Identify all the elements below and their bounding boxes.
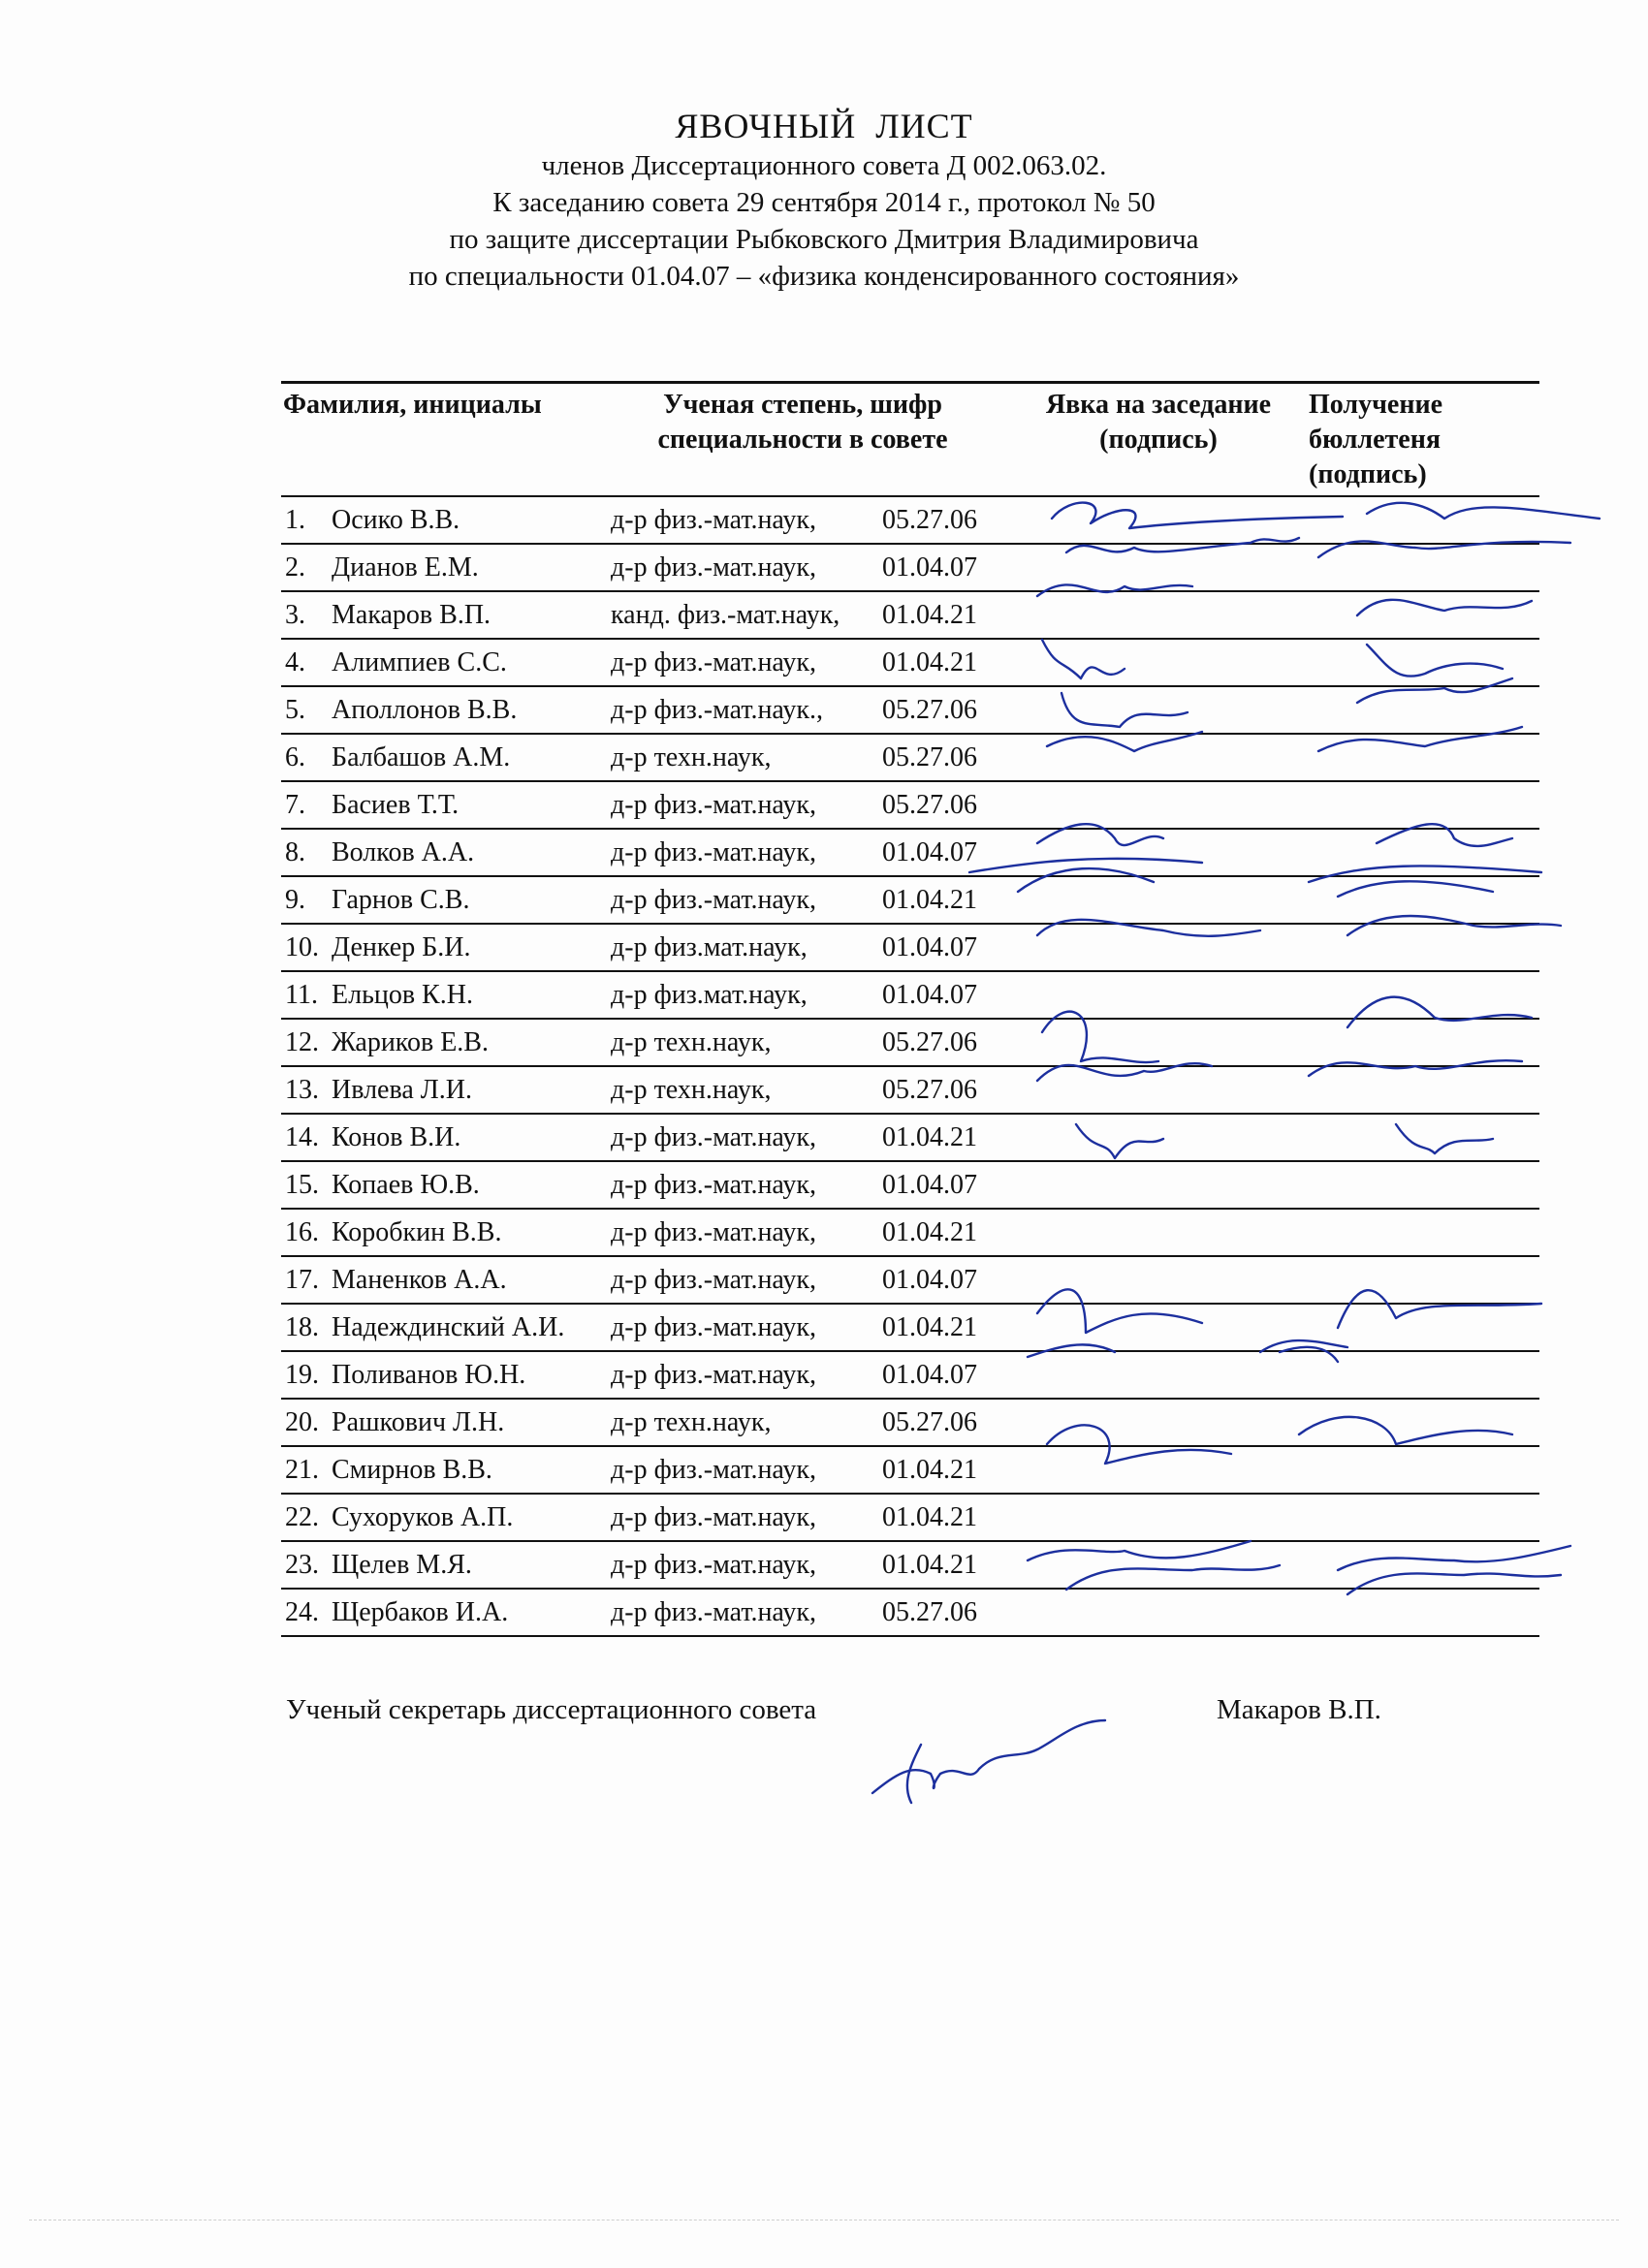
members-table: [281, 381, 1539, 1637]
member-degree: д-р физ.-мат.наук,: [611, 837, 817, 867]
member-degree: д-р физ.-мат.наук,: [611, 647, 817, 677]
table-body: [281, 495, 1539, 1637]
specialty-code: 01.04.07: [882, 552, 977, 583]
table-row: [281, 1495, 1539, 1542]
header-attendance: Явка на заседание (подпись): [1045, 390, 1272, 455]
member-degree: д-р физ.-мат.наук,: [611, 1597, 817, 1627]
row-number: 11.: [285, 980, 318, 1010]
member-degree: д-р физ.-мат.наук.,: [611, 695, 824, 725]
member-name: Гарнов С.В.: [332, 885, 470, 915]
scan-bottom-edge: [29, 2220, 1619, 2221]
member-name: Поливанов Ю.Н.: [332, 1360, 526, 1390]
specialty-code: 05.27.06: [882, 1597, 977, 1627]
row-number: 20.: [285, 1407, 319, 1437]
header-line-specialty: по специальности 01.04.07 – «физика конденсированного состояния»: [408, 261, 1240, 292]
row-number: 22.: [285, 1502, 319, 1532]
table-row: [281, 687, 1539, 735]
table-row: [281, 782, 1539, 830]
row-number: 12.: [285, 1027, 319, 1057]
member-name: Щелев М.Я.: [332, 1550, 472, 1580]
specialty-code: 05.27.06: [882, 505, 977, 535]
table-row: [281, 1115, 1539, 1162]
specialty-code: 01.04.21: [882, 647, 977, 677]
member-degree: д-р техн.наук,: [611, 1407, 772, 1437]
member-degree: д-р физ.-мат.наук,: [611, 1170, 817, 1200]
document-title: ЯВОЧНЫЙ ЛИСТ: [675, 107, 973, 145]
member-degree: д-р физ.-мат.наук,: [611, 885, 817, 915]
specialty-code: 05.27.06: [882, 742, 977, 772]
member-name: Смирнов В.В.: [332, 1455, 492, 1485]
row-number: 6.: [285, 742, 305, 772]
header-line-council: членов Диссертационного совета Д 002.063.02.: [541, 150, 1107, 181]
member-name: Щербаков И.А.: [332, 1597, 509, 1627]
member-degree: д-р физ.-мат.наук,: [611, 1360, 817, 1390]
row-number: 14.: [285, 1122, 319, 1152]
specialty-code: 01.04.07: [882, 1265, 977, 1295]
specialty-code: 01.04.21: [882, 1502, 977, 1532]
member-name: Балбашов А.М.: [332, 742, 511, 772]
specialty-code: 01.04.21: [882, 1455, 977, 1485]
specialty-code: 01.04.07: [882, 837, 977, 867]
member-name: Коробкин В.В.: [332, 1217, 502, 1247]
specialty-code: 01.04.21: [882, 600, 977, 630]
row-number: 24.: [285, 1597, 319, 1627]
member-degree: д-р техн.наук,: [611, 1027, 772, 1057]
member-name: Аполлонов В.В.: [332, 695, 518, 725]
table-row: [281, 545, 1539, 592]
table-row: [281, 925, 1539, 972]
table-row: [281, 830, 1539, 877]
row-number: 9.: [285, 885, 305, 915]
row-number: 3.: [285, 600, 305, 630]
member-name: Дианов Е.М.: [332, 552, 479, 583]
specialty-code: 01.04.21: [882, 1217, 977, 1247]
specialty-code: 05.27.06: [882, 790, 977, 820]
member-name: Осико В.В.: [332, 505, 460, 535]
member-degree: д-р техн.наук,: [611, 742, 772, 772]
specialty-code: 05.27.06: [882, 1407, 977, 1437]
row-number: 4.: [285, 647, 305, 677]
secretary-label: Ученый секретарь диссертационного совета: [286, 1694, 817, 1725]
row-number: 21.: [285, 1455, 319, 1485]
table-row: [281, 1067, 1539, 1115]
header-ballot: Получение бюллетеня (подпись): [1309, 390, 1443, 489]
specialty-code: 05.27.06: [882, 1075, 977, 1105]
member-degree: д-р физ.мат.наук,: [611, 932, 808, 962]
table-row: [281, 1352, 1539, 1400]
table-row: [281, 1257, 1539, 1305]
row-number: 1.: [285, 505, 305, 535]
row-number: 2.: [285, 552, 305, 583]
member-degree: д-р физ.-мат.наук,: [611, 1122, 817, 1152]
table-row: [281, 1590, 1539, 1637]
member-name: Конов В.И.: [332, 1122, 461, 1152]
row-number: 23.: [285, 1550, 319, 1580]
row-number: 15.: [285, 1170, 319, 1200]
member-name: Алимпиев С.С.: [332, 647, 507, 677]
member-name: Сухоруков А.П.: [332, 1502, 514, 1532]
table-row: [281, 1210, 1539, 1257]
member-degree: д-р физ.-мат.наук,: [611, 1502, 817, 1532]
row-number: 18.: [285, 1312, 319, 1342]
header-degree: Ученая степень, шифр специальности в совете: [657, 390, 948, 455]
member-degree: канд. физ.-мат.наук,: [611, 600, 840, 630]
table-row: [281, 972, 1539, 1020]
member-degree: д-р физ.-мат.наук,: [611, 505, 817, 535]
specialty-code: 01.04.21: [882, 1550, 977, 1580]
table-row: [281, 1542, 1539, 1590]
member-degree: д-р физ.-мат.наук,: [611, 1550, 817, 1580]
member-degree: д-р физ.-мат.наук,: [611, 552, 817, 583]
member-name: Макаров В.П.: [332, 600, 491, 630]
member-name: Ельцов К.Н.: [332, 980, 473, 1010]
member-name: Надеждинский А.И.: [332, 1312, 565, 1342]
member-degree: д-р физ.-мат.наук,: [611, 1265, 817, 1295]
member-degree: д-р физ.мат.наук,: [611, 980, 808, 1010]
table-row: [281, 1162, 1539, 1210]
header-name: Фамилия, инициалы: [283, 390, 542, 420]
table-row: [281, 735, 1539, 782]
member-degree: д-р физ.-мат.наук,: [611, 1312, 817, 1342]
row-number: 17.: [285, 1265, 319, 1295]
member-name: Басиев Т.Т.: [332, 790, 460, 820]
row-number: 19.: [285, 1360, 319, 1390]
specialty-code: 01.04.07: [882, 1170, 977, 1200]
member-name: Волков А.А.: [332, 837, 475, 867]
member-degree: д-р физ.-мат.наук,: [611, 790, 817, 820]
member-name: Денкер Б.И.: [332, 932, 471, 962]
row-number: 10.: [285, 932, 319, 962]
table-row: [281, 640, 1539, 687]
header-line-meeting: К заседанию совета 29 сентября 2014 г., протокол № 50: [492, 187, 1156, 218]
specialty-code: 01.04.21: [882, 885, 977, 915]
member-name: Жариков Е.В.: [332, 1027, 489, 1057]
specialty-code: 01.04.21: [882, 1312, 977, 1342]
row-number: 5.: [285, 695, 305, 725]
table-row: [281, 877, 1539, 925]
header-line-defense: по защите диссертации Рыбковского Дмитрия Владимировича: [449, 224, 1199, 255]
specialty-code: 01.04.07: [882, 1360, 977, 1390]
row-number: 13.: [285, 1075, 319, 1105]
table-row: [281, 1305, 1539, 1352]
table-row: [281, 497, 1539, 545]
table-row: [281, 1020, 1539, 1067]
specialty-code: 01.04.21: [882, 1122, 977, 1152]
row-number: 16.: [285, 1217, 319, 1247]
table-row: [281, 1447, 1539, 1495]
member-name: Ивлева Л.И.: [332, 1075, 472, 1105]
table-row: [281, 592, 1539, 640]
member-name: Рашкович Л.Н.: [332, 1407, 505, 1437]
member-name: Маненков А.А.: [332, 1265, 507, 1295]
specialty-code: 05.27.06: [882, 1027, 977, 1057]
document-header: [0, 105, 1648, 295]
specialty-code: 01.04.07: [882, 932, 977, 962]
member-degree: д-р физ.-мат.наук,: [611, 1217, 817, 1247]
member-degree: д-р техн.наук,: [611, 1075, 772, 1105]
specialty-code: 01.04.07: [882, 980, 977, 1010]
table-row: [281, 1400, 1539, 1447]
row-number: 7.: [285, 790, 305, 820]
member-name: Копаев Ю.В.: [332, 1170, 480, 1200]
table-header: [281, 384, 1539, 495]
secretary-name: Макаров В.П.: [1217, 1694, 1381, 1725]
member-degree: д-р физ.-мат.наук,: [611, 1455, 817, 1485]
specialty-code: 05.27.06: [882, 695, 977, 725]
row-number: 8.: [285, 837, 305, 867]
